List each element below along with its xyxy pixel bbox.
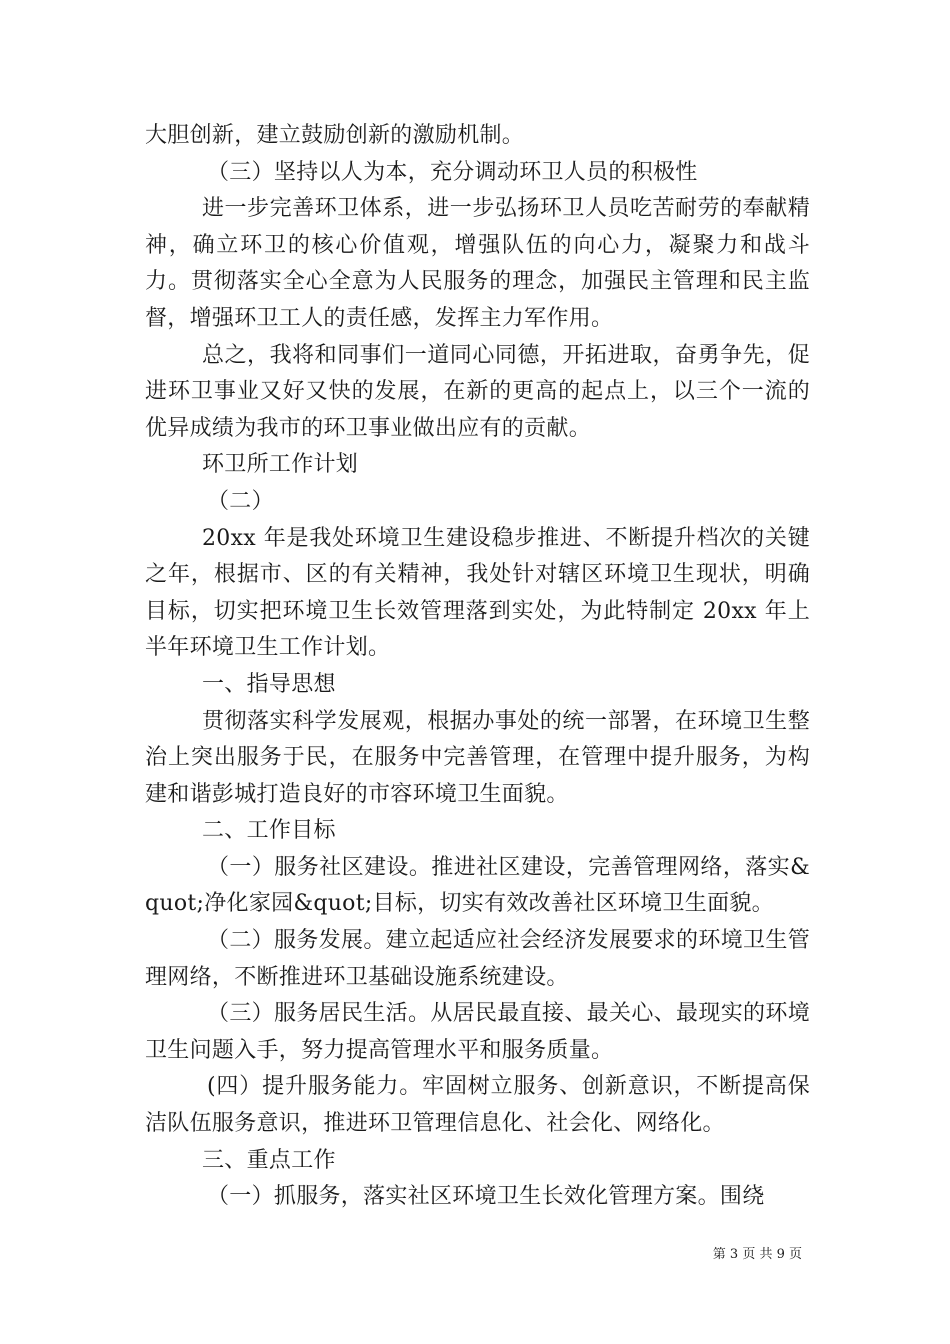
section-heading: 二、工作目标 [202, 818, 336, 844]
goal-item: （二）服务发展。建立起适应社会经济发展要求的环境卫生管理网络，不断推进环卫基础设施系统建设。 [145, 928, 810, 990]
document-body [145, 118, 810, 1216]
paragraph: 20xx 年是我处环境卫生建设稳步推进、不断提升档次的关键之年，根据市、区的有关精神，我处针对辖区环境卫生现状，明确目标，切实把环境卫生长效管理落到实处，为此特制定 20xx 年上半年环境卫生工作计划。 [145, 525, 810, 661]
section-heading: （三）坚持以人为本，充分调动环卫人员的积极性 [207, 159, 698, 185]
page-number-footer: 第 3 页 共 9 页 [712, 1247, 802, 1262]
paragraph: 大胆创新，建立鼓励创新的激励机制。 [145, 123, 525, 148]
task-item: （一）抓服务，落实社区环境卫生长效化管理方案。围绕 [207, 1184, 765, 1210]
section-heading: 三、重点工作 [202, 1147, 336, 1173]
goal-item: （一）服务社区建设。推进社区建设，完善管理网络，落实&quot;净化家园&quot;目标，切实有效改善社区环境卫生面貌。 [145, 854, 810, 917]
paragraph: 贯彻落实科学发展观，根据办事处的统一部署，在环境卫生整治上突出服务于民，在服务中完善管理，在管理中提升服务，为构建和谐彭城打造良好的市容环境卫生面貌。 [145, 708, 810, 807]
goal-item: （三）服务居民生活。从居民最直接、最关心、最现实的环境卫生问题入手，努力提高管理水平和服务质量。 [145, 1001, 810, 1063]
paragraph: 总之，我将和同事们一道同心同德，开拓进取，奋勇争先，促进环卫事业又好又快的发展，在新的更高的起点上，以三个一流的优异成绩为我市的环卫事业做出应有的贡献。 [145, 342, 810, 441]
goal-item: (四）提升服务能力。牢固树立服务、创新意识，不断提高保洁队伍服务意识，推进环卫管理信息化、社会化、网络化。 [145, 1074, 810, 1137]
section-heading: 一、指导思想 [202, 671, 336, 697]
paragraph: 进一步完善环卫体系，进一步弘扬环卫人员吃苦耐劳的奉献精神，确立环卫的核心价值观，增强队伍的向心力，凝聚力和战斗力。贯彻落实全心全意为人民服务的理念，加强民主管理和民主监督，增强环卫工人的责任感，发挥主力军作用。 [145, 196, 810, 331]
part-number: （二） [207, 488, 274, 514]
document-title: 环卫所工作计划 [202, 452, 359, 478]
